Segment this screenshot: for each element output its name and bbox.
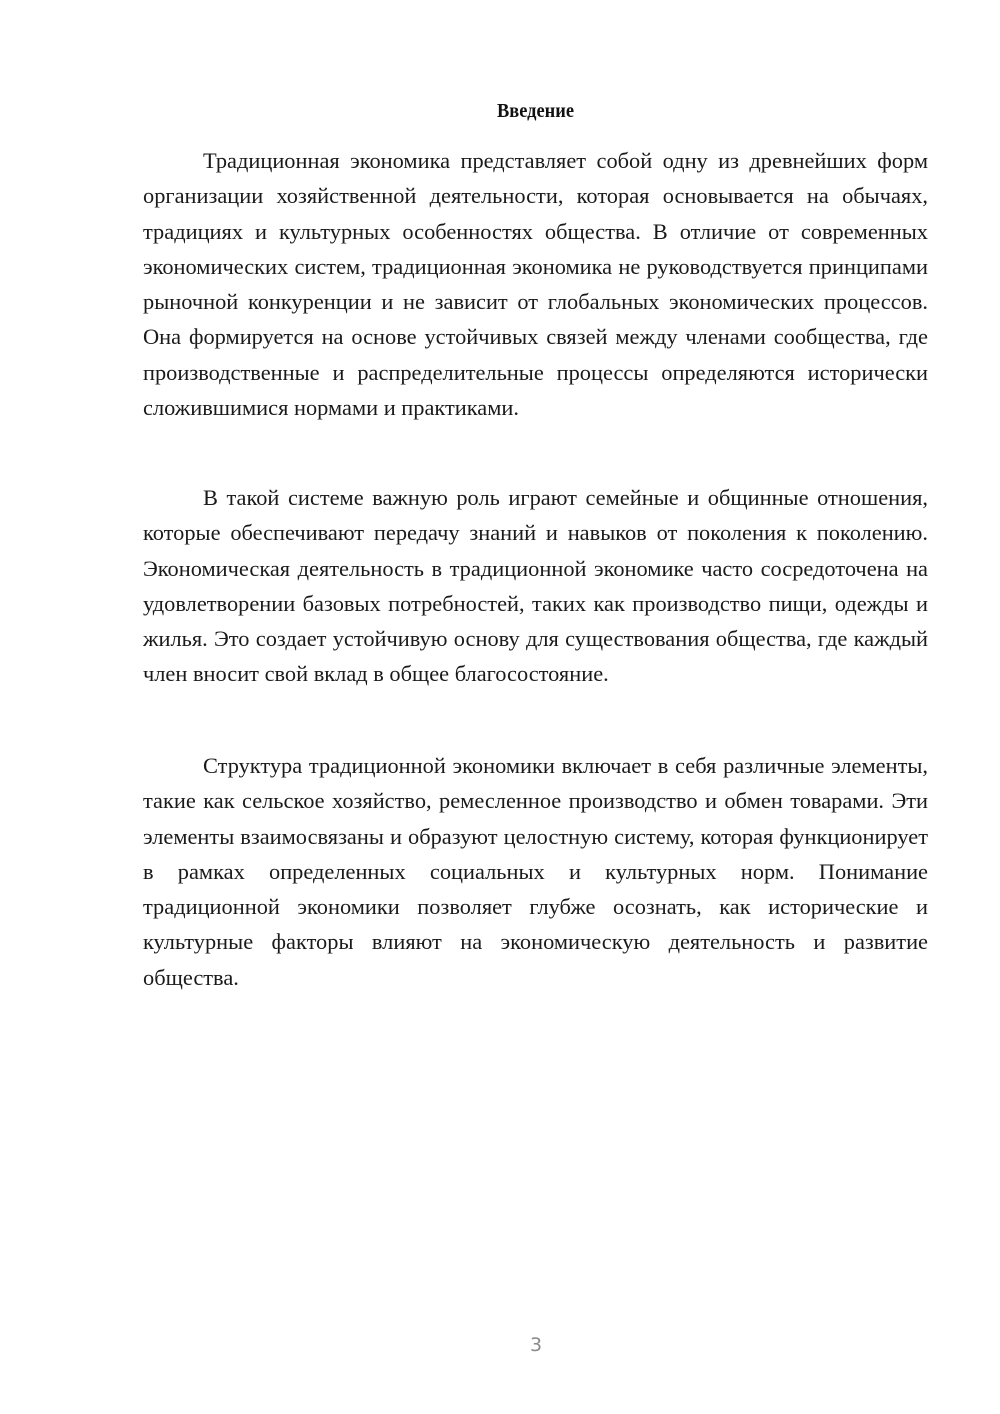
paragraph-block-3 xyxy=(143,748,928,995)
section-title: Введение xyxy=(497,100,574,122)
paragraph: Традиционная экономика представляет собой одну из древнейших форм организации хозяйственной деятельности, которая основывается на обычаях, традициях и культурных особенностях общества. В отличие от современных экономических систем, традиционная экономика не руководствуется принципами рыночной конкуренции и не зависит от глобальных экономических процессов. Она формируется на основе устойчивых связей между членами сообщества, где производственные и распределительные процессы определяются исторически сложившимися нормами и практиками. xyxy=(143,148,928,421)
paragraph: В такой системе важную роль играют семейные и общинные отношения, которые обеспечивают передачу знаний и навыков от поколения к поколению. Экономическая деятельность в традиционной экономике часто сосредоточена на удовлетворении базовых потребностей, таких как производство пищи, одежды и жилья. Это создает устойчивую основу для существования общества, где каждый член вносит свой вклад в общее благосостояние. xyxy=(143,485,928,687)
paragraph: Структура традиционной экономики включает в себя различные элементы, такие как сельское хозяйство, ремесленное производство и обмен товарами. Эти элементы взаимосвязаны и образуют целостную систему, которая функционирует в рамках определенных социальных и культурных норм. Понимание традиционной экономики позволяет глубже осознать, как исторические и культурные факторы влияют на экономическую деятельность и развитие общества. xyxy=(143,753,928,990)
paragraph-block-2 xyxy=(143,480,928,692)
paragraph-block-1 xyxy=(143,143,928,425)
page-number: 3 xyxy=(529,1334,543,1356)
